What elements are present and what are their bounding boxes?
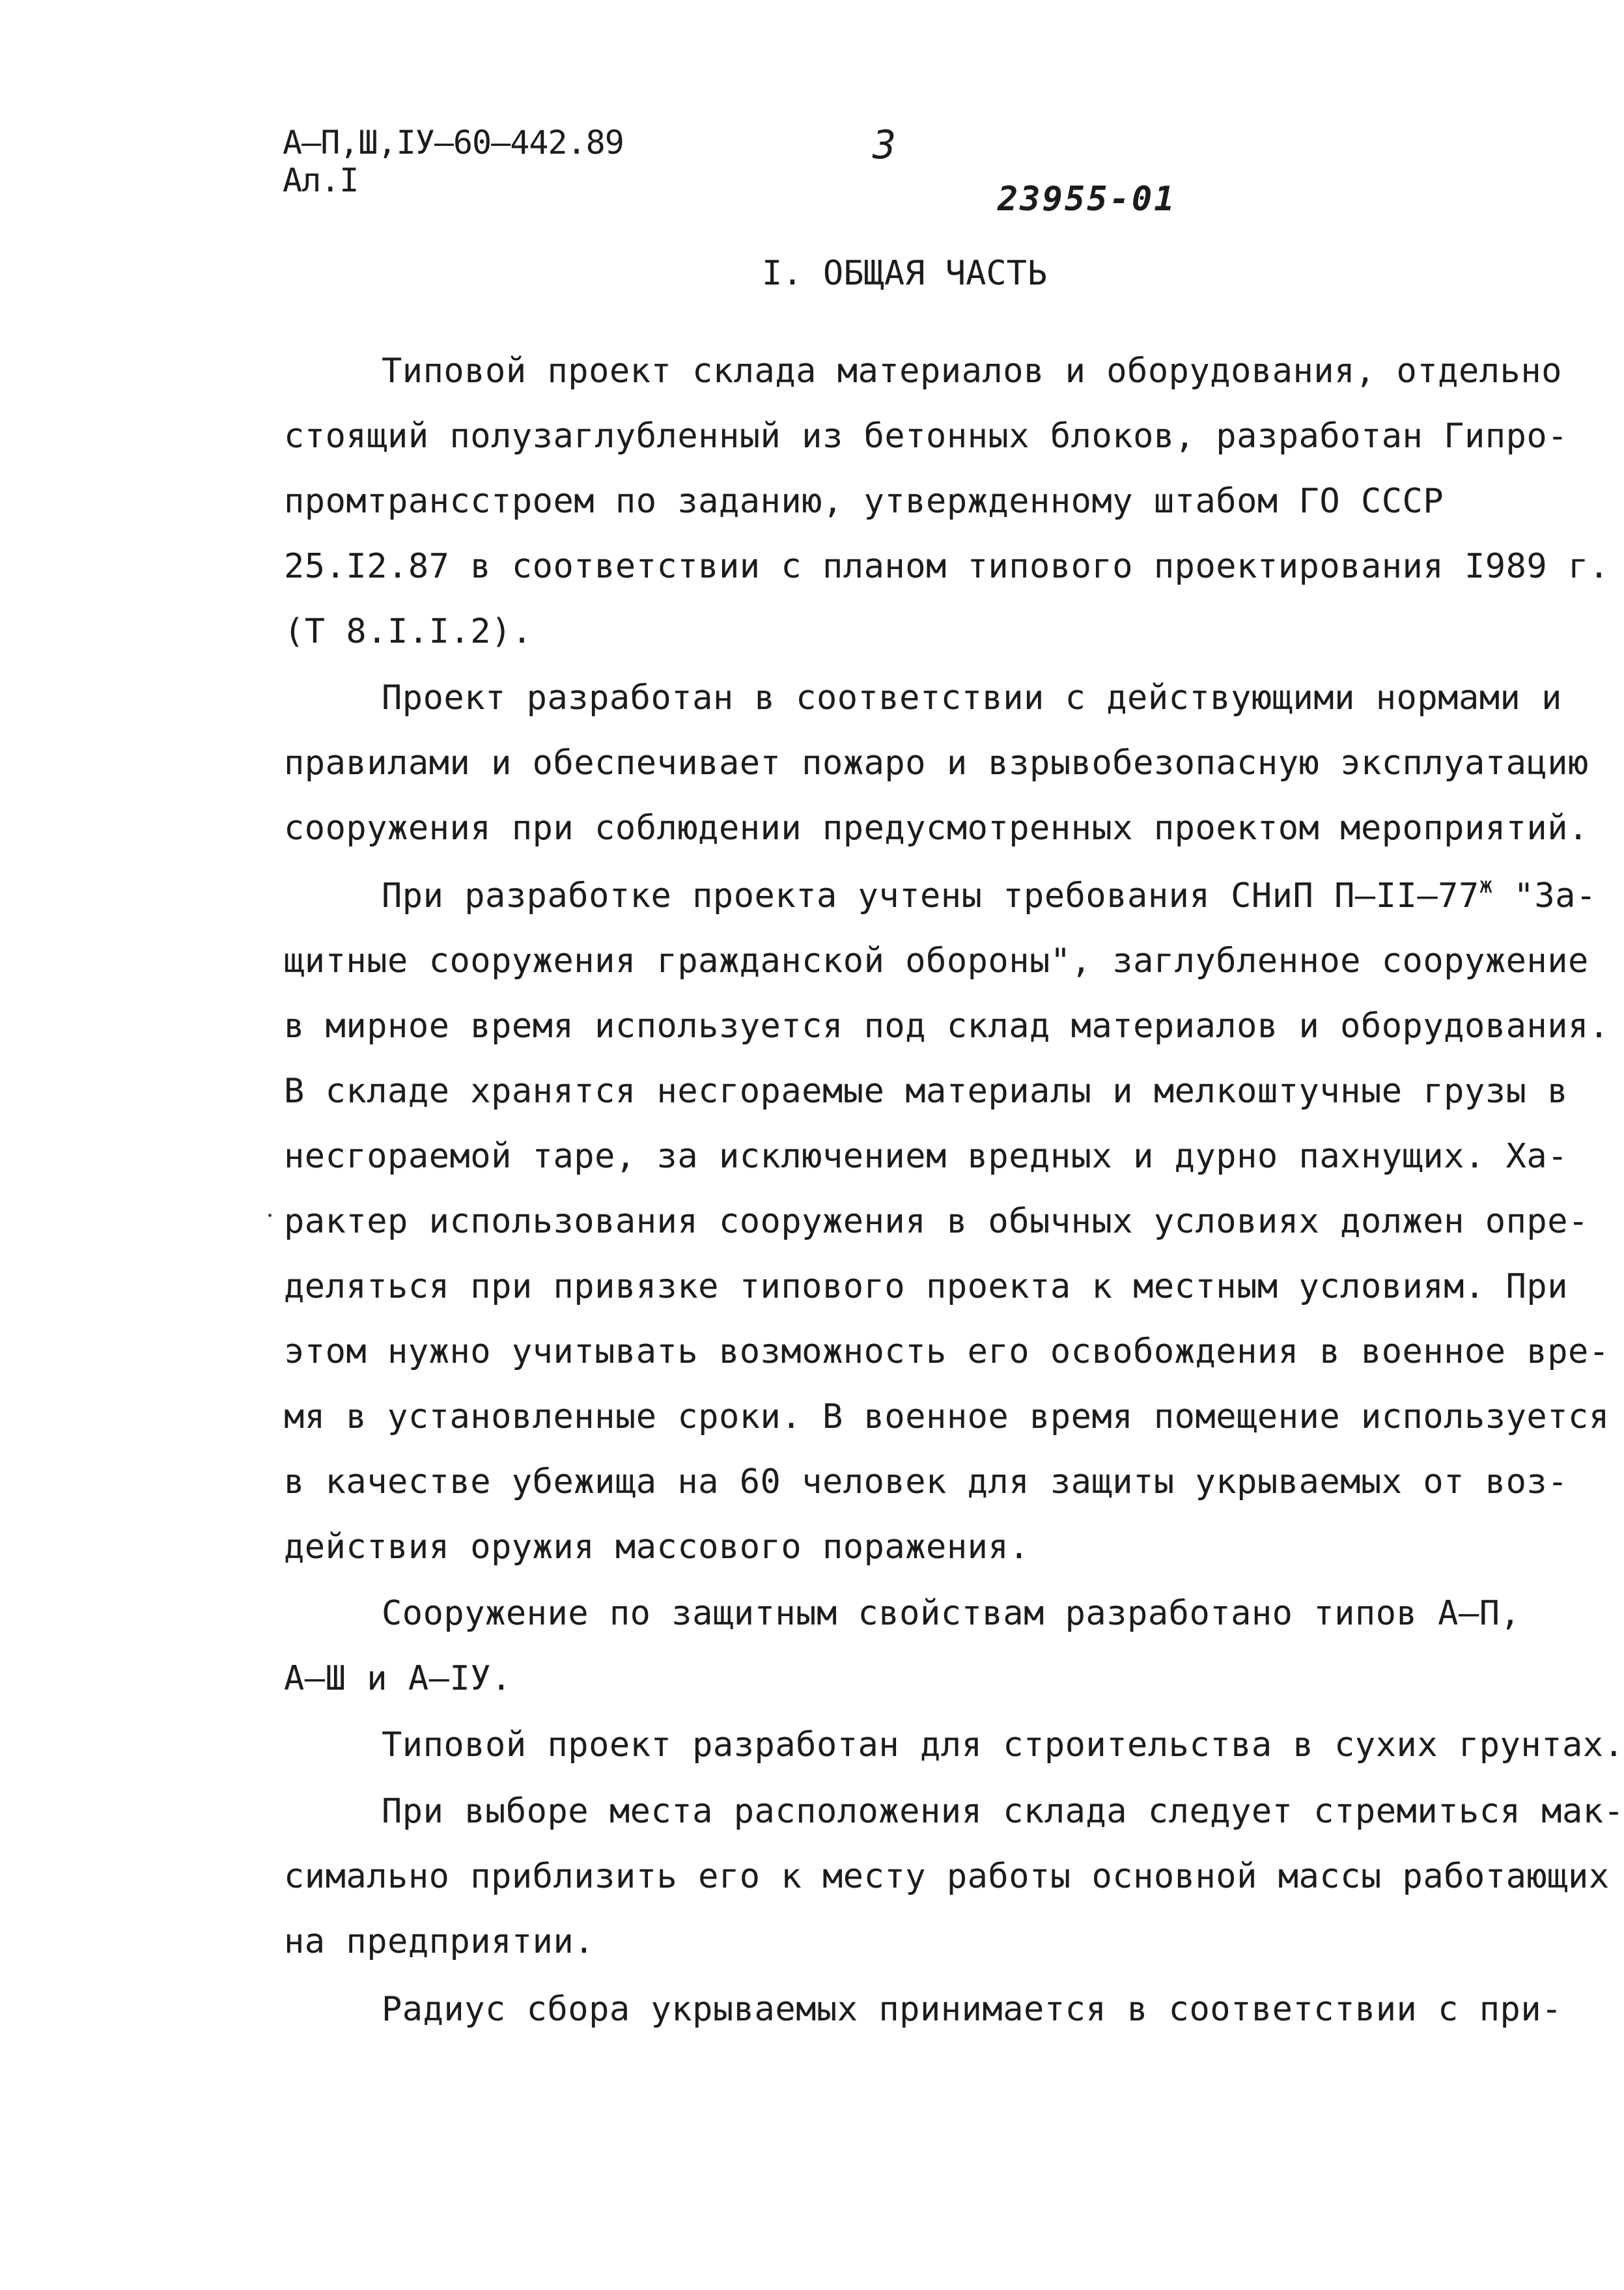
- text-line: Типовой проект склада материалов и оборудования, отдельно: [382, 352, 1562, 391]
- text-line: В складе хранятся несгораемые материалы и мелкоштучные грузы в: [284, 1072, 1569, 1111]
- text-line: действия оружия массового поражения.: [284, 1528, 1030, 1567]
- text-line-main: При разработке проекта учтены требования СНиП П–II–77: [382, 876, 1479, 915]
- text-line: правилами и обеспечивает пожаро и взрывобезопасную эксплуатацию: [284, 744, 1589, 783]
- text-line: Радиус сбора укрываемых принимается в соответствии с при-: [382, 1990, 1562, 2029]
- text-line: промтрансстроем по заданию, утвержденному штабом ГО СССР: [284, 482, 1444, 521]
- text-line: сооружения при соблюдении предусмотренных проектом мероприятий.: [284, 809, 1589, 848]
- text-line: этом нужно учитывать возможность его освобождения в военное вре-: [284, 1332, 1610, 1371]
- text-line: 25.I2.87 в соответствии с планом типового проектирования I989 г.: [284, 547, 1610, 586]
- text-line: симально приблизить его к месту работы основной массы работающих: [284, 1857, 1610, 1896]
- text-line-tail: "За-: [1492, 876, 1597, 915]
- text-line: стоящий полузаглубленный из бетонных блоков, разработан Гипро-: [284, 417, 1569, 456]
- text-line: на предприятии.: [284, 1922, 595, 1961]
- registration-stamp: 23955-01: [998, 180, 1177, 219]
- scan-artifact-dot: [268, 1214, 272, 1217]
- document-code-line1: А–П,Ш,IУ–60–442.89: [283, 124, 624, 161]
- text-line: Проект разработан в соответствии с действующими нормами и: [382, 678, 1562, 718]
- document-code: [283, 124, 624, 199]
- text-line: деляться при привязке типового проекта к местным условиям. При: [284, 1267, 1569, 1306]
- text-line: [382, 873, 1597, 919]
- text-line: несгораемой таре, за исключением вредных и дурно пахнущих. Ха-: [284, 1137, 1569, 1176]
- text-line: Сооружение по защитным свойствам разработано типов А–П,: [382, 1594, 1521, 1633]
- text-line: в мирное время используется под склад материалов и оборудования.: [284, 1007, 1610, 1046]
- superscript-mark: ж: [1479, 873, 1493, 899]
- text-line: А–Ш и А–IУ.: [284, 1659, 512, 1698]
- text-line: (Т 8.I.I.2).: [284, 612, 533, 651]
- text-line: щитные сооружения гражданской обороны", заглубленное сооружение: [284, 942, 1589, 981]
- section-title: I. ОБЩАЯ ЧАСТЬ: [762, 254, 1048, 293]
- page-number: 3: [873, 122, 897, 168]
- text-line: мя в установленные сроки. В военное время помещение используется: [284, 1397, 1610, 1436]
- text-line: При выборе места расположения склада следует стремиться мак-: [382, 1792, 1624, 1831]
- text-line: в качестве убежища на 60 человек для защиты укрываемых от воз-: [284, 1462, 1569, 1501]
- text-line: Типовой проект разработан для строительства в сухих грунтах.: [382, 1725, 1624, 1765]
- text-line: рактер использования сооружения в обычных условиях должен опре-: [284, 1202, 1589, 1241]
- document-code-line2: Ал.I: [283, 161, 359, 199]
